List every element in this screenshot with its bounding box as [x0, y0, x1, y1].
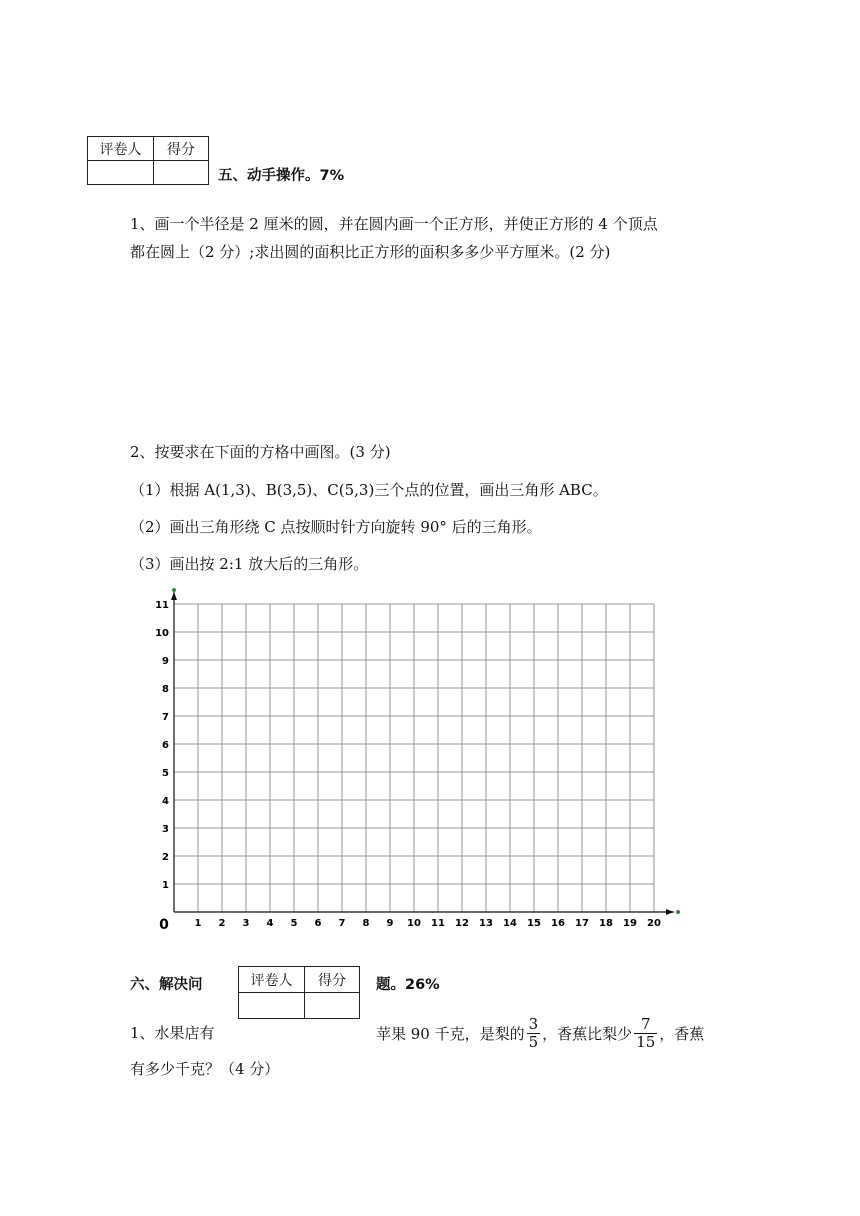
- x-axis-arrow: [666, 909, 674, 915]
- score-box-grader-label: 评卷人: [88, 137, 154, 161]
- x-tick-label: 18: [599, 918, 613, 929]
- y-tick-label: 7: [162, 712, 169, 723]
- y-tick-label: 1: [162, 880, 169, 891]
- q1-text-line1: 1、画一个半径是 2 厘米的圆，并在圆内画一个正方形，并使正方形的 4 个顶点: [130, 215, 658, 233]
- score-box-score-cell[interactable]: [305, 993, 360, 1019]
- score-box-section5: [87, 136, 209, 185]
- s6-q1-end: ，香蕉: [659, 1024, 705, 1043]
- score-box-grader-cell[interactable]: [88, 161, 154, 185]
- s6-q1-line2: 有多少千克？（4 分）: [130, 1060, 280, 1078]
- x-tick-label: 2: [218, 918, 226, 929]
- y-tick-label: 2: [162, 852, 169, 863]
- s6-q1-mid2: ，香蕉比梨少: [542, 1024, 633, 1043]
- y-axis-arrow: [171, 592, 177, 600]
- score-box-score-cell[interactable]: [154, 161, 209, 185]
- axes: [171, 588, 680, 915]
- s6-q1-text: [376, 1010, 704, 1056]
- fraction-denominator: 5: [528, 1032, 539, 1051]
- section6-title-part1: 六、解决问: [130, 977, 203, 993]
- x-tick-label: 19: [623, 918, 637, 929]
- q1-text-line2: 都在圆上（2 分）;求出圆的面积比正方形的面积多多少平方厘米。(2 分): [130, 243, 611, 261]
- score-box-score-label: 得分: [154, 137, 209, 161]
- y-tick-label: 9: [162, 656, 169, 667]
- x-tick-label: 12: [455, 918, 469, 929]
- x-tick-label: 15: [527, 918, 541, 929]
- q2-sub1: （1）根据 A(1,3)、B(3,5)、C(5,3)三个点的位置，画出三角形 ABC。: [130, 481, 608, 499]
- score-box-section6: [238, 966, 360, 1019]
- y-tick-label: 3: [162, 824, 169, 835]
- y-tick-label: 4: [162, 796, 169, 807]
- fraction-denominator: 15: [636, 1032, 656, 1051]
- fraction-3-5: [527, 1016, 541, 1051]
- y-tick-label: 6: [162, 740, 169, 751]
- x-tick-label: 4: [266, 918, 274, 929]
- fraction-numerator: 7: [634, 1016, 657, 1034]
- origin-label: 0: [159, 917, 169, 933]
- s6-q1-mid: 苹果 90 千克，是梨的: [376, 1024, 525, 1043]
- x-tick-label: 10: [407, 918, 421, 929]
- x-tick-label: 13: [479, 918, 493, 929]
- q2-sub2: （2）画出三角形绕 C 点按顺时针方向旋转 90° 后的三角形。: [130, 518, 542, 536]
- y-axis-end-dot: [172, 588, 176, 592]
- x-tick-label: 9: [386, 918, 394, 929]
- section6-title-part2: 题。26%: [376, 977, 440, 993]
- x-tick-label: 8: [362, 918, 370, 929]
- y-tick-labels: [155, 600, 169, 891]
- x-tick-label: 3: [242, 918, 250, 929]
- coordinate-grid[interactable]: [150, 584, 690, 934]
- x-axis-end-dot: [676, 910, 680, 914]
- y-tick-label: 10: [155, 628, 169, 639]
- x-tick-label: 17: [575, 918, 589, 929]
- s6-q1-start: 1、水果店有: [130, 1024, 215, 1042]
- section5-title: 五、动手操作。7%: [218, 168, 345, 184]
- x-tick-label: 6: [314, 918, 322, 929]
- x-tick-label: 7: [338, 918, 346, 929]
- x-tick-label: 20: [647, 918, 661, 929]
- x-tick-label: 1: [194, 918, 202, 929]
- score-box-score-label: 得分: [305, 967, 360, 993]
- grid-lines: [174, 604, 654, 912]
- fraction-7-15: [634, 1016, 657, 1051]
- y-tick-label: 11: [155, 600, 169, 611]
- x-tick-label: 14: [503, 918, 517, 929]
- fraction-numerator: 3: [528, 1014, 539, 1033]
- x-tick-label: 16: [551, 918, 565, 929]
- x-tick-label: 11: [431, 918, 445, 929]
- y-tick-label: 5: [162, 768, 169, 779]
- x-tick-label: 5: [290, 918, 298, 929]
- y-tick-label: 8: [162, 684, 169, 695]
- score-box-grader-cell[interactable]: [239, 993, 305, 1019]
- x-tick-labels: [195, 918, 661, 929]
- q2-sub3: （3）画出按 2:1 放大后的三角形。: [130, 555, 369, 573]
- score-box-grader-label: 评卷人: [239, 967, 305, 993]
- q2-title: 2、按要求在下面的方格中画图。(3 分): [130, 443, 391, 461]
